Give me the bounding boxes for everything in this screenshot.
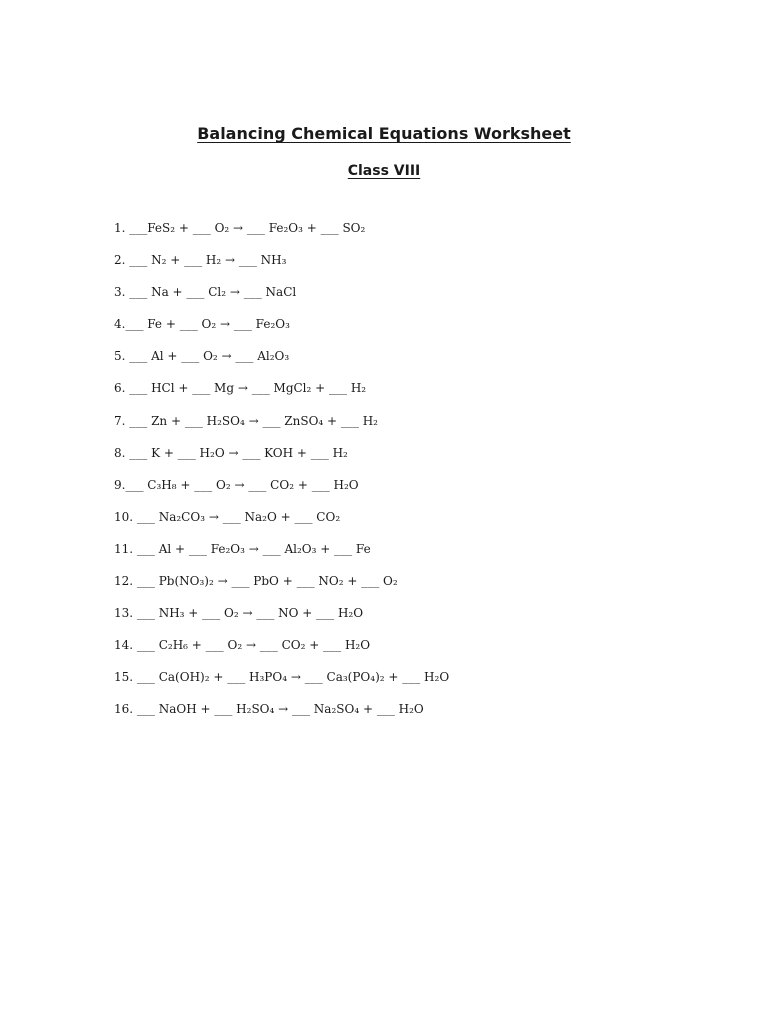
question-4: 4.___ Fe + ___ O₂ → ___ Fe₂O₃ xyxy=(114,317,290,332)
question-5: 5. ___ Al + ___ O₂ → ___ Al₂O₃ xyxy=(114,349,290,364)
question-2: 2. ___ N₂ + ___ H₂ → ___ NH₃ xyxy=(114,253,287,268)
question-14: 14. ___ C₂H₆ + ___ O₂ → ___ CO₂ + ___ H₂O xyxy=(114,638,371,653)
question-12: 12. ___ Pb(NO₃)₂ → ___ PbO + ___ NO₂ + ___ O₂ xyxy=(114,574,398,589)
question-1: 1. ___FeS₂ + ___ O₂ → ___ Fe₂O₃ + ___ SO₂ xyxy=(114,221,366,235)
question-3: 3. ___ Na + ___ Cl₂ → ___ NaCl xyxy=(114,285,297,300)
question-9: 9.___ C₃H₈ + ___ O₂ → ___ CO₂ + ___ H₂O xyxy=(114,477,359,492)
question-8: 8. ___ K + ___ H₂O → ___ KOH + ___ H₂ xyxy=(114,445,348,460)
question-15: 15. ___ Ca(OH)₂ + ___ H₃PO₄ → ___ Ca₃(PO₄)₂ + ___ H₂O xyxy=(114,670,450,685)
question-7: 7. ___ Zn + ___ H₂SO₄ → ___ ZnSO₄ + ___ H₂ xyxy=(114,413,378,428)
question-16: 16. ___ NaOH + ___ H₂SO₄ → ___ Na₂SO₄ + ___ H₂O xyxy=(114,702,424,717)
worksheet-title: Balancing Chemical Equations Worksheet xyxy=(197,124,571,143)
question-13: 13. ___ NH₃ + ___ O₂ → ___ NO + ___ H₂O xyxy=(114,606,364,621)
question-list xyxy=(114,218,449,732)
class-subtitle: Class VIII xyxy=(347,163,421,179)
question-11: 11. ___ Al + ___ Fe₂O₃ → ___ Al₂O₃ + ___ Fe xyxy=(114,541,371,556)
question-10: 10. ___ Na₂CO₃ → ___ Na₂O + ___ CO₂ xyxy=(114,509,341,524)
question-6: 6. ___ HCl + ___ Mg → ___ MgCl₂ + ___ H₂ xyxy=(114,381,367,396)
